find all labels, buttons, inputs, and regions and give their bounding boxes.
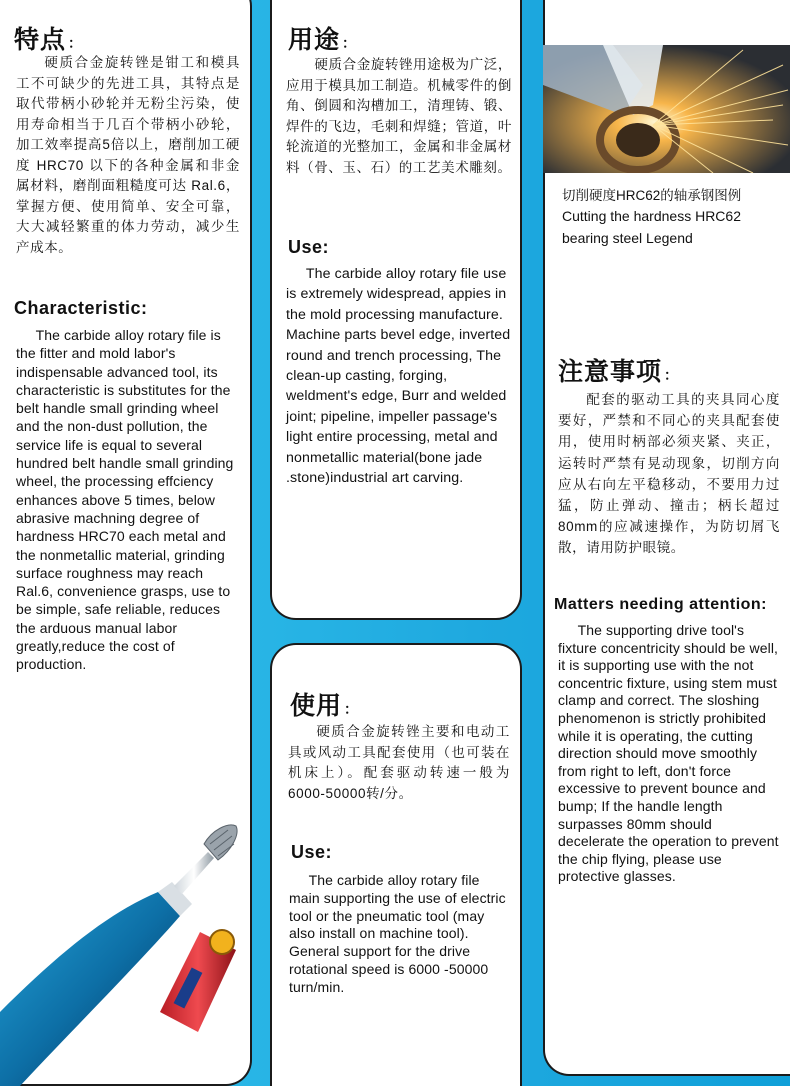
features-title-en: Characteristic: xyxy=(14,298,148,318)
features-body-en: The carbide alloy rotary file is the fitter and mold labor's indispensable advanced tool, its characteristic is substitutes for the belt handle small grinding wheel and the non-dust pollution, the service life is equal to several hundred belt handle small grinding wheel, the processing effciency enhances above 5 times, below abrasive machning degree of hardness HRC70 each metal and the nonmetallic material, grinding surface roughness may reach Ral.6, convenience grasps, use to be simple, safe reliable, reduces the arduous manual labor greatly,reduce the cost of production. xyxy=(16,327,234,673)
photo-caption-en-line1: Cutting the hardness HRC62 xyxy=(562,208,741,224)
uses-body-zh: 硬质合金旋转锉用途极为广泛，应用于模具加工制造。机械零件的倒角、倒圆和沟槽加工，清理铸、锻、焊件的飞边，毛刺和焊缝；管道，叶轮流道的光整加工，金属和非金属材料（骨、玉、石）的工艺美术雕刻。 xyxy=(286,57,512,175)
photo-caption-en-line2: bearing steel Legend xyxy=(562,230,693,246)
rotary-tool-illustration xyxy=(0,812,252,1086)
photo-caption-zh: 切削硬度HRC62的轴承钢图例 xyxy=(562,188,742,203)
uses-title-zh: 用途 ： xyxy=(288,26,358,54)
burr-shank xyxy=(174,852,214,894)
attention-body-zh: 配套的驱动工具的夹具同心度要好，严禁和不同心的夹具配套使用，使用时柄部必须夹紧、夹正，运转时严禁有晃动现象，切削方向应从右向左平稳移动，不要用力过猛，防止弹动、撞击；柄长超过 80mm的应减速操作，为防切屑飞散，请用防护眼镜。 xyxy=(558,392,780,556)
usage-title-zh: 使用 ： xyxy=(290,692,360,720)
usage-title-en: Use: xyxy=(291,842,333,862)
uses-body-en: The carbide alloy rotary file use is extremely widespread, appies in the mold processing manufacture. Machine parts bevel edge, inverted round and trench processing, The clean-up casting, forging, weldment's edge, Burr and welded joint; pipeline, impeller passage's light entire processing, metal and nonmetallic material(bone jade .stone)industrial art carving. xyxy=(286,266,511,487)
handpiece-grip xyxy=(0,892,180,1086)
attention-body-en: The supporting drive tool's fixture concentricity should be well, it is supporting use with the not concentric fixture, using stem must clamp and correct. The sloshing phenomenon is strictly prohibited while it is operating, the cutting direction should move smoothly from right to left, don't force excessive to prevent bounce and bump; If the handle length surpasses 80mm should decelerate the operation to prevent the chip flying, please use protective glasses. xyxy=(558,622,779,885)
packaged-burr-head xyxy=(210,930,234,954)
features-title-zh: 特点 ： xyxy=(14,26,84,54)
usage-body-zh: 硬质合金旋转锉主要和电动工具或风动工具配套使用（也可装在机床上）。配套驱动转速一般为6000-50000转/分。 xyxy=(288,724,510,801)
attention-title-zh: 注意事项 ： xyxy=(558,358,680,386)
attention-title-en: Matters needing attention: xyxy=(554,596,768,613)
usage-body-en: The carbide alloy rotary file main supporting the use of electric tool or the pneumatic tool (may also install on machine tool). General support for the drive rotational speed is 6000 -50000 turn/min. xyxy=(289,872,506,995)
cutting-sparks-photo xyxy=(543,45,790,173)
features-body-zh: 硬质合金旋转锉是钳工和模具工不可缺少的先进工具，其特点是取代带柄小砂轮并无粉尘污染，使用寿命相当于几百个带柄小砂轮，加工效率提高5倍以上，磨削加工硬度 HRC70 以下的各种金属和非金属材料，磨削面粗糙度可达 Ral.6，掌握方便、使用简单、安全可靠，大大减轻繁重的体力劳动，减少生产成本。 xyxy=(16,55,240,255)
uses-title-en: Use: xyxy=(288,237,330,257)
